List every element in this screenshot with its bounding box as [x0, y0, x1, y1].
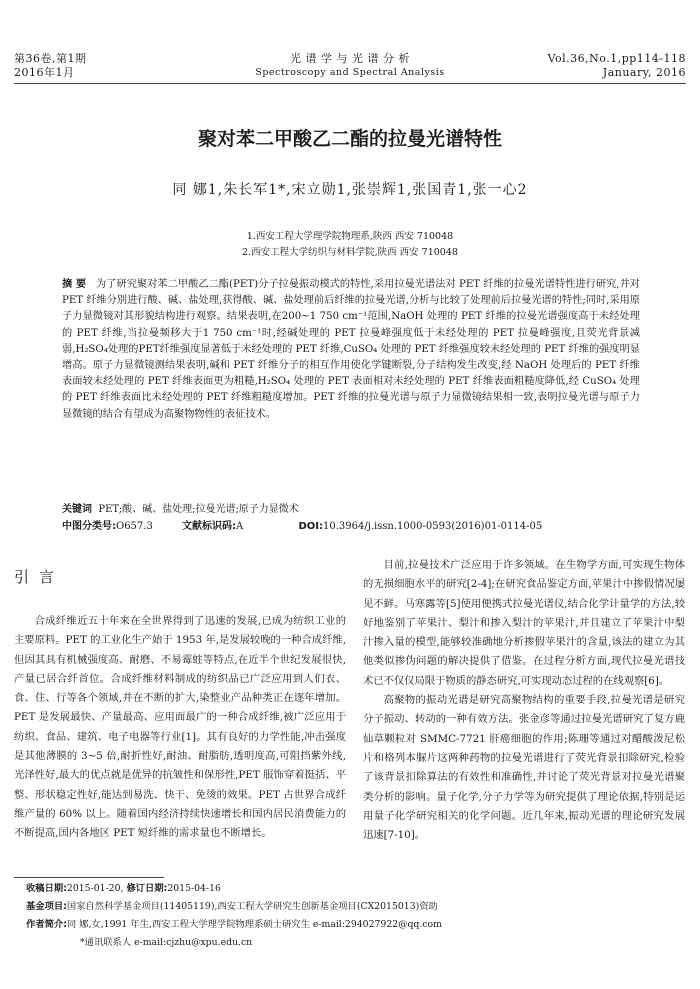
abstract-text: 为了研究聚对苯二甲酸乙二酯(PET)分子拉曼振动模式的特性,采用拉曼光谱法对 PET 纤维的拉曼光谱特性进行研究,并对 PET 纤维分别进行酸、碱、盐处理,获得酸、碱、盐处理前后纤维的拉曼光谱,分析与比较了处理前后拉曼光谱的特性;同时,采用原子力显微镜对其形貌结构进行观察。结果表明,在200~1 750 cm⁻¹范围,NaOH 处理的 PET 纤维的拉曼光谱强度高于未经处理的 PET 纤维,当拉曼频移大于1 750 cm⁻¹时,经碱处理的 PET 拉曼峰强度低于未经处理的 PET 拉曼峰强度,且荧光背景减弱,H₂SO₄处理的PET纤维强度显著低于未经处理的 PET 纤维,CuSO₄ 处理的 PET 纤维强度较未经处理的 PET 纤维的强度明显增高。原子力显微镜测结果表明,碱和 PET 纤维分子的相互作用使化学键断裂,分子结构发生改变,经 NaOH 处理后的 PET 纤维表面较未经处理的 PET 纤维表面更为粗糙,H₂SO₄ 处理的 PET 表面相对未经处理的 PET 纤维表面粗糙度降低,经 CuSO₄ 处理的 PET 纤维表面比未经处理的 PET 纤维粗糙度增加。PET 纤维的拉曼光谱与原子力显微镜结果相一致,表明拉曼光谱与原子力显微镜的结合有望成为高聚物物性的表征技术。 — [62, 279, 640, 420]
journal-name-cn: 光 谱 学 与 光 谱 分 析 — [290, 52, 410, 65]
fund-text: 国家自然科学基金项目(11405119),西安工程大学研究生创新基金项目(CX2015013)资助 — [66, 901, 438, 912]
doi-value: 10.3964/j.issn.1000-0593(2016)01-0114-05 — [322, 521, 543, 532]
fund-label: 基金项目: — [26, 901, 67, 912]
keywords-label: 关键词 — [62, 504, 92, 515]
author-bio-text: 同 娜,女,1991 年生,西安工程大学理学院物理系硕士研究生 e-mail:294027922@qq.com — [66, 919, 442, 930]
author-bio-label: 作者简介: — [26, 919, 67, 930]
intro-paragraph-2: 目前,拉曼技术广泛应用于许多领域。在生物学方面,可实现生物体的无损细胞水平的研究[2-4];在研究食品鉴定方面,苹果汁中掺假情况屡见不鲜。马寒露等[5]使用便携式拉曼光谱仪,结合化学计量学的方法,较好地鉴别了苹果汁、梨汁和掺入梨汁的苹果汁,并且建立了苹果汁中梨汁掺入量的模型,能够较准确地分析掺假苹果汁的含量,该法的建立为其他类似掺伪问题的解决提供了借鉴。在过程分析方面,现代拉曼光谱技术已不仅仅局限于物质的静态研究,可实现动态过程的在线观察[6]。 — [363, 559, 685, 687]
journal-pages — [548, 52, 686, 80]
issue-date-text: 2016年1月 — [14, 66, 75, 79]
revised-label: 修订日期: — [126, 883, 168, 894]
abstract-label: 摘 要 — [62, 279, 87, 290]
doc-code-label: 文献标识码: — [182, 521, 237, 532]
footnote-author — [26, 919, 676, 931]
volume-issue-text: 第36卷,第1期 — [14, 52, 87, 65]
author-list: 同 娜1,朱长军1*,宋立勋1,张崇辉1,张国青1,张一心2 — [172, 182, 528, 198]
affiliation-2: 2.西安工程大学纺织与材料学院,陕西 西安 710048 — [242, 247, 458, 258]
keywords-text: PET;酸、碱、盐处理;拉曼光谱;原子力显微术 — [98, 504, 299, 515]
intro-paragraph-3: 高聚物的振动光谱是研究高聚物结构的重要手段,拉曼光谱是研究分子振动、转动的一种有效方法。张金彦等通过拉曼光谱研究了复方鹿仙草颗粒对 SMMC-7721 肝癌细胞的作用;陈珊等通过对醋酸泼尼松片和格列本脲片这两种药物的拉曼光谱进行了荧光背景扣除研究,检验了该背景扣除算法的有效性和准确性,并讨论了荧光背景对拉曼光谱聚类分析的影响。量子化学,分子力学等为研究提供了理论依据,特别是运用量子化学研究相关的化学问题。近几年来,振动光谱的理论研究发展迅速[7-10]。 — [363, 694, 685, 842]
journal-name-en: Spectroscopy and Spectral Analysis — [255, 67, 445, 78]
clc-value: O657.3 — [116, 521, 153, 532]
keywords-line — [62, 503, 662, 517]
received-date: 2015-01-20, — [66, 883, 124, 894]
header-divider — [14, 83, 686, 84]
doc-code-value: A — [236, 521, 244, 532]
clc-label: 中图分类号: — [62, 521, 116, 532]
abstract — [62, 277, 640, 423]
section-heading-introduction: 引言 — [14, 568, 65, 586]
received-label: 收稿日期: — [26, 883, 67, 894]
footnote-divider — [14, 877, 164, 878]
doi-label: DOI: — [298, 521, 323, 532]
left-column — [14, 566, 346, 844]
revised-date: 2015-04-16 — [167, 883, 221, 894]
affiliation-1: 1.西安工程大学理学院物理系,陕西 西安 710048 — [246, 231, 454, 242]
paper-title: 聚对苯二甲酸乙二酯的拉曼光谱特性 — [197, 128, 502, 150]
vol-pages-text: Vol.36,No.1,pp114-118 — [547, 52, 686, 65]
footnote-dates — [26, 883, 676, 895]
footnote-fund — [26, 901, 676, 913]
month-year-text: January, 2016 — [602, 66, 686, 79]
footnote-corresponding — [80, 937, 700, 949]
classification-line — [62, 520, 662, 534]
right-column — [363, 556, 685, 845]
corresponding-author-text: *通讯联系人 e-mail:cjzhu@xpu.edu.cn — [80, 937, 253, 948]
intro-paragraph-1: 合成纤维近五十年来在全世界得到了迅速的发展,已成为纺织工业的主要原料。PET 的工业化生产始于 1953 年,是发展较晚的一种合成纤维,但因其具有机械强度高、耐磨、不易霉蛀等特点,在近半个世纪发展很快,产量已居合纤首位。合成纤维材料制成的纺织品已广泛应用到人们衣、食、住、行等各个领域,并在不断的扩大,染整业产品种类正在逐年增加。PET 是发展最快、产量最高、应用面最广的一种合成纤维,被广泛应用于纺织、食品、建筑、电子电器等行业[1]。其有良好的力学性能,冲击强度是其他薄膜的 3~5 倍,耐折性好,耐油、耐脂肪,透明度高,可阻挡紫外线,光泽性好,最大的优点就是优异的抗皱性和保形性,PET 服饰穿着挺括、平整、形状稳定性好,能达到易洗、快干、免烫的效果。PET 占世界合成纤维产量的 60% 以上。随着国内经济持续快速增长和国内居民消费能力的不断提高,国内各地区 PET 短纤维的需求量也不断增长。 — [14, 615, 346, 840]
